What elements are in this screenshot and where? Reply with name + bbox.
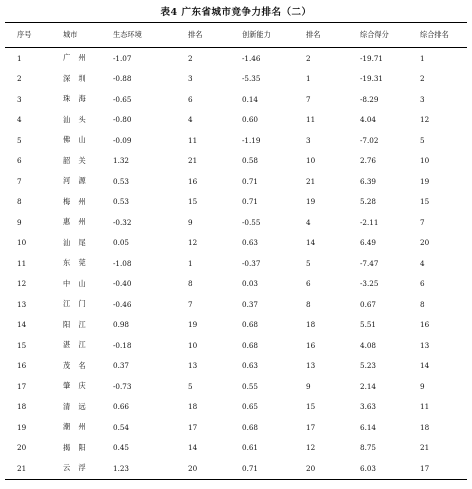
cell-ecology: -0.09 <box>113 135 132 145</box>
cell-ecology-rank: 10 <box>188 340 198 350</box>
cell-innovation: 0.55 <box>242 381 259 391</box>
cell-city: 广 州 <box>63 53 89 63</box>
cell-total-score: 5.28 <box>360 197 377 207</box>
cell-ecology-rank: 16 <box>188 176 198 186</box>
table-row <box>5 89 467 110</box>
cell-total-score: 2.76 <box>360 156 377 166</box>
cell-ecology-rank: 11 <box>188 135 198 145</box>
cell-ecology: 0.98 <box>113 320 130 330</box>
cell-city: 揭 阳 <box>63 442 89 452</box>
column-header-city: 城市 <box>61 23 111 48</box>
cell-ecology: 0.45 <box>113 443 130 453</box>
cell-innovation: 0.14 <box>242 94 259 104</box>
cell-innovation-rank: 14 <box>306 238 316 248</box>
cell-ecology-rank: 21 <box>188 156 198 166</box>
cell-ecology-rank: 15 <box>188 197 198 207</box>
cell-index: 21 <box>5 458 61 479</box>
cell-innovation-rank: 2 <box>306 53 311 63</box>
cell-total-score: -3.25 <box>360 279 379 289</box>
cell-index: 11 <box>17 258 27 268</box>
cell-innovation: 0.65 <box>242 402 259 412</box>
cell-total-score: -7.47 <box>360 258 379 268</box>
cell-total-score: -2.11 <box>360 217 379 227</box>
cell-innovation: 0.68 <box>242 340 259 350</box>
table-row <box>5 253 467 274</box>
cell-total-rank: 1 <box>420 53 425 63</box>
cell-city: 云 浮 <box>61 458 111 479</box>
table-row <box>5 151 467 172</box>
table-row <box>5 274 467 295</box>
cell-ecology: 0.05 <box>113 238 130 248</box>
cell-ecology-rank: 9 <box>188 217 193 227</box>
cell-ecology: -0.32 <box>113 217 132 227</box>
cell-total-score: 3.63 <box>360 402 377 412</box>
table-row <box>5 335 467 356</box>
cell-total-rank: 17 <box>418 458 467 479</box>
cell-city: 珠 海 <box>63 94 89 104</box>
cell-innovation-rank: 7 <box>306 94 311 104</box>
table-row <box>5 69 467 90</box>
cell-ecology: -0.73 <box>113 381 132 391</box>
cell-ecology-rank: 5 <box>188 381 193 391</box>
table-row <box>5 171 467 192</box>
table-row <box>5 233 467 254</box>
cell-city: 汕 头 <box>63 114 89 124</box>
cell-innovation: 0.68 <box>242 320 259 330</box>
cell-innovation-rank: 16 <box>306 340 316 350</box>
cell-total-rank: 4 <box>420 258 425 268</box>
cell-total-score: -19.31 <box>360 74 384 84</box>
cell-city: 河 源 <box>63 176 89 186</box>
cell-innovation-rank: 12 <box>306 443 316 453</box>
cell-total-score: 5.51 <box>360 320 377 330</box>
cell-ecology: -1.07 <box>113 53 132 63</box>
cell-index: 5 <box>17 135 22 145</box>
cell-innovation-rank: 1 <box>306 74 311 84</box>
cell-total-rank: 13 <box>420 340 430 350</box>
cell-ecology-rank: 6 <box>188 94 193 104</box>
cell-index: 9 <box>17 217 22 227</box>
cell-innovation: 0.60 <box>242 115 259 125</box>
cell-innovation-rank: 15 <box>306 402 316 412</box>
cell-index: 7 <box>17 176 22 186</box>
cell-innovation-rank: 6 <box>306 279 311 289</box>
cell-index: 6 <box>17 156 22 166</box>
cell-total-rank: 15 <box>420 197 430 207</box>
cell-index: 16 <box>17 361 27 371</box>
cell-ecology-rank: 13 <box>188 361 198 371</box>
cell-total-score: 5.23 <box>360 361 377 371</box>
cell-ecology: 1.23 <box>111 458 186 479</box>
table-row <box>5 48 467 69</box>
cell-city: 汕 尾 <box>63 237 89 247</box>
cell-total-score: 6.39 <box>360 176 377 186</box>
cell-ecology-rank: 19 <box>188 320 198 330</box>
cell-index: 3 <box>17 94 22 104</box>
cell-city: 茂 名 <box>63 360 89 370</box>
header-row <box>5 23 467 48</box>
cell-innovation-rank: 11 <box>306 115 316 125</box>
cell-index: 13 <box>17 299 27 309</box>
cell-city: 梅 州 <box>63 196 89 206</box>
cell-ecology: 0.66 <box>113 402 130 412</box>
cell-total-rank: 19 <box>420 176 430 186</box>
table-row <box>5 458 467 479</box>
table-row <box>5 376 467 397</box>
cell-total-score: 4.08 <box>360 340 377 350</box>
cell-innovation: 0.03 <box>242 279 259 289</box>
cell-city: 湛 江 <box>63 340 89 350</box>
table-row <box>5 356 467 377</box>
cell-ecology-rank: 7 <box>188 299 193 309</box>
cell-total-rank: 8 <box>420 299 425 309</box>
cell-index: 19 <box>17 422 27 432</box>
cell-innovation-rank: 13 <box>306 361 316 371</box>
column-header-index: 序号 <box>5 23 61 48</box>
cell-ecology: 0.53 <box>113 197 130 207</box>
cell-total-score: -19.71 <box>360 53 384 63</box>
cell-index: 14 <box>17 320 27 330</box>
cell-innovation: 0.58 <box>242 156 259 166</box>
table-body <box>5 48 467 480</box>
cell-total-rank: 18 <box>420 422 430 432</box>
table-row <box>5 192 467 213</box>
cell-ecology: -1.08 <box>113 258 132 268</box>
cell-ecology: -0.40 <box>113 279 132 289</box>
cell-innovation: -0.55 <box>242 217 261 227</box>
cell-innovation-rank: 8 <box>306 299 311 309</box>
table-row <box>5 110 467 131</box>
cell-total-rank: 7 <box>420 217 425 227</box>
cell-total-rank: 6 <box>420 279 425 289</box>
cell-city: 中 山 <box>63 278 89 288</box>
cell-total-score: 4.04 <box>360 115 377 125</box>
cell-innovation: -1.46 <box>242 53 261 63</box>
cell-ecology: 0.37 <box>113 361 130 371</box>
cell-city: 潮 州 <box>63 422 89 432</box>
cell-index: 4 <box>17 115 22 125</box>
cell-index: 10 <box>17 238 27 248</box>
cell-innovation: 0.71 <box>240 458 304 479</box>
table-row <box>5 294 467 315</box>
cell-innovation-rank: 4 <box>306 217 311 227</box>
cell-ecology: -0.46 <box>113 299 132 309</box>
table-row <box>5 212 467 233</box>
cell-ecology: 0.53 <box>113 176 130 186</box>
cell-innovation: 0.68 <box>242 422 259 432</box>
cell-total-rank: 3 <box>420 94 425 104</box>
cell-ecology-rank: 20 <box>186 458 240 479</box>
column-header-innovation: 创新能力 <box>240 23 304 48</box>
table-row <box>5 130 467 151</box>
cell-total-score: 6.03 <box>358 458 418 479</box>
cell-ecology: -0.65 <box>113 94 132 104</box>
cell-ecology-rank: 3 <box>188 74 193 84</box>
cell-ecology-rank: 17 <box>188 422 198 432</box>
cell-index: 15 <box>17 340 27 350</box>
column-header-ecology: 生态环境 <box>111 23 186 48</box>
cell-total-score: 0.67 <box>360 299 377 309</box>
cell-ecology: -0.18 <box>113 340 132 350</box>
cell-innovation: 0.63 <box>242 361 259 371</box>
cell-total-rank: 11 <box>420 402 430 412</box>
cell-innovation-rank: 18 <box>306 320 316 330</box>
cell-total-rank: 9 <box>420 381 425 391</box>
cell-total-score: 6.49 <box>360 238 377 248</box>
cell-ecology-rank: 12 <box>188 238 198 248</box>
cell-total-rank: 16 <box>420 320 430 330</box>
cell-total-score: 6.14 <box>360 422 377 432</box>
cell-total-rank: 14 <box>420 361 430 371</box>
cell-total-score: 2.14 <box>360 381 377 391</box>
cell-city: 阳 江 <box>63 319 89 329</box>
cell-innovation: 0.71 <box>242 197 259 207</box>
city-competitiveness-table <box>5 22 467 480</box>
cell-total-rank: 12 <box>420 115 430 125</box>
cell-ecology-rank: 8 <box>188 279 193 289</box>
table-row <box>5 397 467 418</box>
cell-innovation: 0.61 <box>242 443 259 453</box>
cell-ecology-rank: 4 <box>188 115 193 125</box>
cell-city: 肇 庆 <box>63 381 89 391</box>
cell-innovation-rank: 3 <box>306 135 311 145</box>
cell-total-rank: 2 <box>420 74 425 84</box>
cell-innovation-rank: 5 <box>306 258 311 268</box>
cell-index: 18 <box>17 402 27 412</box>
cell-total-rank: 5 <box>420 135 425 145</box>
table-row <box>5 315 467 336</box>
column-header-innovation-rank: 排名 <box>304 23 358 48</box>
cell-ecology: -0.80 <box>113 115 132 125</box>
cell-city: 江 门 <box>63 299 89 309</box>
cell-ecology-rank: 18 <box>188 402 198 412</box>
cell-city: 清 远 <box>63 401 89 411</box>
cell-innovation: 0.71 <box>242 176 259 186</box>
cell-innovation-rank: 21 <box>306 176 316 186</box>
column-header-total-score: 综合得分 <box>358 23 418 48</box>
cell-total-score: 8.75 <box>360 443 377 453</box>
cell-total-rank: 10 <box>420 156 430 166</box>
cell-innovation: -0.37 <box>242 258 261 268</box>
table-row <box>5 417 467 438</box>
table-title: 表4 广东省城市竞争力排名（二） <box>160 7 312 18</box>
cell-total-rank: 20 <box>420 238 430 248</box>
cell-ecology: -0.88 <box>113 74 132 84</box>
cell-ecology-rank: 14 <box>188 443 198 453</box>
cell-innovation: 0.37 <box>242 299 259 309</box>
cell-city: 韶 关 <box>63 155 89 165</box>
cell-innovation-rank: 10 <box>306 156 316 166</box>
cell-index: 12 <box>17 279 27 289</box>
cell-innovation-rank: 17 <box>306 422 316 432</box>
cell-innovation: -1.19 <box>242 135 261 145</box>
cell-innovation-rank: 19 <box>306 197 316 207</box>
cell-ecology: 1.32 <box>113 156 130 166</box>
cell-innovation-rank: 20 <box>304 458 358 479</box>
cell-index: 2 <box>17 74 22 84</box>
cell-index: 20 <box>17 443 27 453</box>
cell-index: 17 <box>17 381 27 391</box>
cell-total-score: -8.29 <box>360 94 379 104</box>
cell-index: 1 <box>17 53 22 63</box>
cell-city: 深 圳 <box>63 73 89 83</box>
cell-city: 惠 州 <box>63 217 89 227</box>
column-header-total-rank: 综合排名 <box>418 23 467 48</box>
cell-total-rank: 21 <box>420 443 430 453</box>
cell-index: 8 <box>17 197 22 207</box>
cell-innovation: -5.35 <box>242 74 261 84</box>
cell-city: 东 莞 <box>63 258 89 268</box>
column-header-ecology-rank: 排名 <box>186 23 240 48</box>
cell-ecology-rank: 1 <box>188 258 193 268</box>
cell-ecology-rank: 2 <box>188 53 193 63</box>
cell-innovation: 0.63 <box>242 238 259 248</box>
cell-ecology: 0.54 <box>113 422 130 432</box>
cell-innovation-rank: 9 <box>306 381 311 391</box>
cell-city: 佛 山 <box>63 135 89 145</box>
table-row <box>5 438 467 459</box>
cell-total-score: -7.02 <box>360 135 379 145</box>
